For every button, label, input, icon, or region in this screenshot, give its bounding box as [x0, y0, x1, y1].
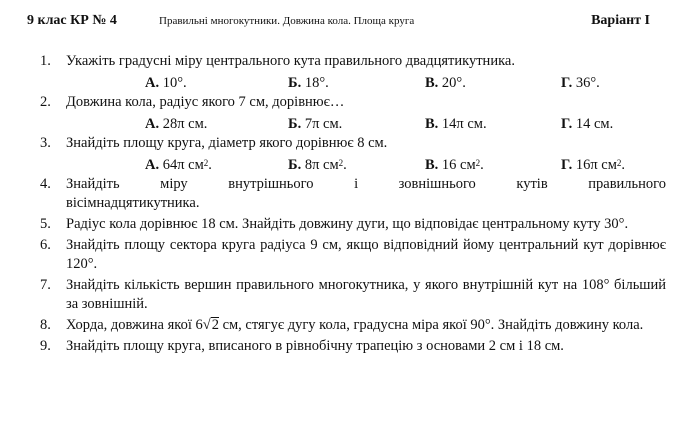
task-text-line: [66, 175, 666, 194]
word: внутрішнього: [228, 176, 314, 192]
option-a: [145, 114, 207, 134]
option-label: Г.: [561, 116, 573, 132]
option-value: 10°.: [162, 75, 187, 91]
task-text: Знайдіть площу сектора круга радіуса 9 см, якщо відповідний йому центральний кут дорівнює 120°.: [66, 237, 666, 272]
option-b: [288, 114, 342, 134]
task-item: [40, 337, 666, 356]
task-text: Укажіть градусні міру центрального кута правильного двадцятикутника.: [66, 53, 515, 69]
option-b: [288, 73, 329, 93]
option-value: 36°.: [575, 75, 600, 91]
task-item: [40, 52, 666, 71]
option-label: Б.: [288, 116, 302, 132]
option-value: 28π см.: [162, 116, 208, 132]
task-item: [40, 276, 666, 314]
option-label: Б.: [288, 75, 302, 91]
option-end: .: [621, 157, 626, 173]
task-text: Знайдіть кількість вершин правильного многокутника, у якого внутрішній кут на 108° більший за зовнішній.: [66, 277, 666, 312]
option-d: [561, 114, 613, 134]
word: міру: [160, 176, 188, 192]
task-text: Знайдіть площу круга, вписаного в рівнобічну трапецію з основами 2 см і 18 см.: [66, 338, 564, 354]
task-text: Знайдіть площу круга, діаметр якого дорівнює 8 см.: [66, 135, 388, 151]
word: Знайдіть: [66, 176, 120, 192]
task-number: 1.: [40, 53, 51, 69]
option-a: [145, 73, 187, 93]
task-list: [40, 52, 666, 358]
option-label: Г.: [561, 157, 573, 173]
option-value: 16 см: [441, 157, 476, 173]
answer-options: [40, 114, 666, 134]
option-label: А.: [145, 116, 160, 132]
option-end: .: [343, 157, 347, 173]
option-label: В.: [425, 75, 439, 91]
task-item: [40, 175, 666, 213]
option-end: .: [480, 157, 484, 173]
option-label: В.: [425, 157, 439, 173]
option-label: А.: [145, 157, 160, 173]
topic-title: Правильні многокутники. Довжина кола. Площа круга: [159, 15, 415, 27]
class-title: 9 клас КР № 4: [27, 13, 117, 28]
option-c: [425, 73, 466, 93]
option-value: 16π см: [575, 157, 617, 173]
task-item: [40, 316, 666, 335]
option-value: 20°.: [441, 75, 466, 91]
task-text-part: Хорда, довжина якої 6: [66, 317, 203, 333]
task-number: 6.: [40, 237, 51, 253]
option-value: 14 см.: [575, 116, 614, 132]
option-d: [561, 73, 600, 93]
variant-label: Варіант І: [591, 13, 650, 28]
option-value: 8π см: [304, 157, 339, 173]
task-text-line: вісімнадцятикутника.: [66, 195, 200, 211]
sqrt-radicand: 2: [211, 317, 219, 333]
option-value: 18°.: [304, 75, 329, 91]
task-number: 5.: [40, 216, 51, 232]
option-c: [425, 114, 487, 134]
word: і: [354, 176, 359, 192]
superscript: 2: [203, 158, 209, 168]
task-text: Довжина кола, радіус якого 7 см, дорівнює…: [66, 94, 345, 110]
superscript: 2: [475, 158, 481, 168]
task-text: Радіус кола дорівнює 18 см. Знайдіть довжину дуги, що відповідає центральному куту 30°.: [66, 216, 629, 232]
option-b: [288, 155, 347, 175]
option-value: 7π см.: [304, 116, 343, 132]
option-d: [561, 155, 625, 175]
superscript: 2: [338, 158, 344, 168]
task-item: [40, 236, 666, 274]
task-text: [66, 175, 666, 213]
task-item: [40, 134, 666, 153]
task-item: [40, 93, 666, 112]
word: правильного: [588, 176, 666, 192]
task-number: 2.: [40, 94, 51, 110]
task-number: 4.: [40, 176, 51, 192]
option-label: Г.: [561, 75, 573, 91]
task-item: [40, 215, 666, 234]
word: кутів: [516, 176, 548, 192]
task-number: 9.: [40, 338, 51, 354]
option-label: В.: [425, 116, 439, 132]
word: зовнішнього: [398, 176, 476, 192]
option-end: .: [208, 157, 212, 173]
task-number: 3.: [40, 135, 51, 151]
task-number: 8.: [40, 317, 51, 333]
task-number: 7.: [40, 277, 51, 293]
task-text: [66, 316, 666, 335]
option-label: Б.: [288, 157, 302, 173]
answer-options: [40, 73, 666, 93]
header: [27, 13, 650, 35]
option-label: А.: [145, 75, 160, 91]
option-value: 14π см.: [441, 116, 487, 132]
option-c: [425, 155, 484, 175]
superscript: 2: [616, 158, 622, 168]
answer-options: [40, 155, 666, 175]
option-a: [145, 155, 212, 175]
sqrt-symbol: √: [202, 317, 211, 333]
task-text-part: см, стягує дугу кола, градусна міра якої 90°. Знайдіть довжину кола.: [218, 317, 644, 333]
option-value: 64π см: [162, 157, 204, 173]
